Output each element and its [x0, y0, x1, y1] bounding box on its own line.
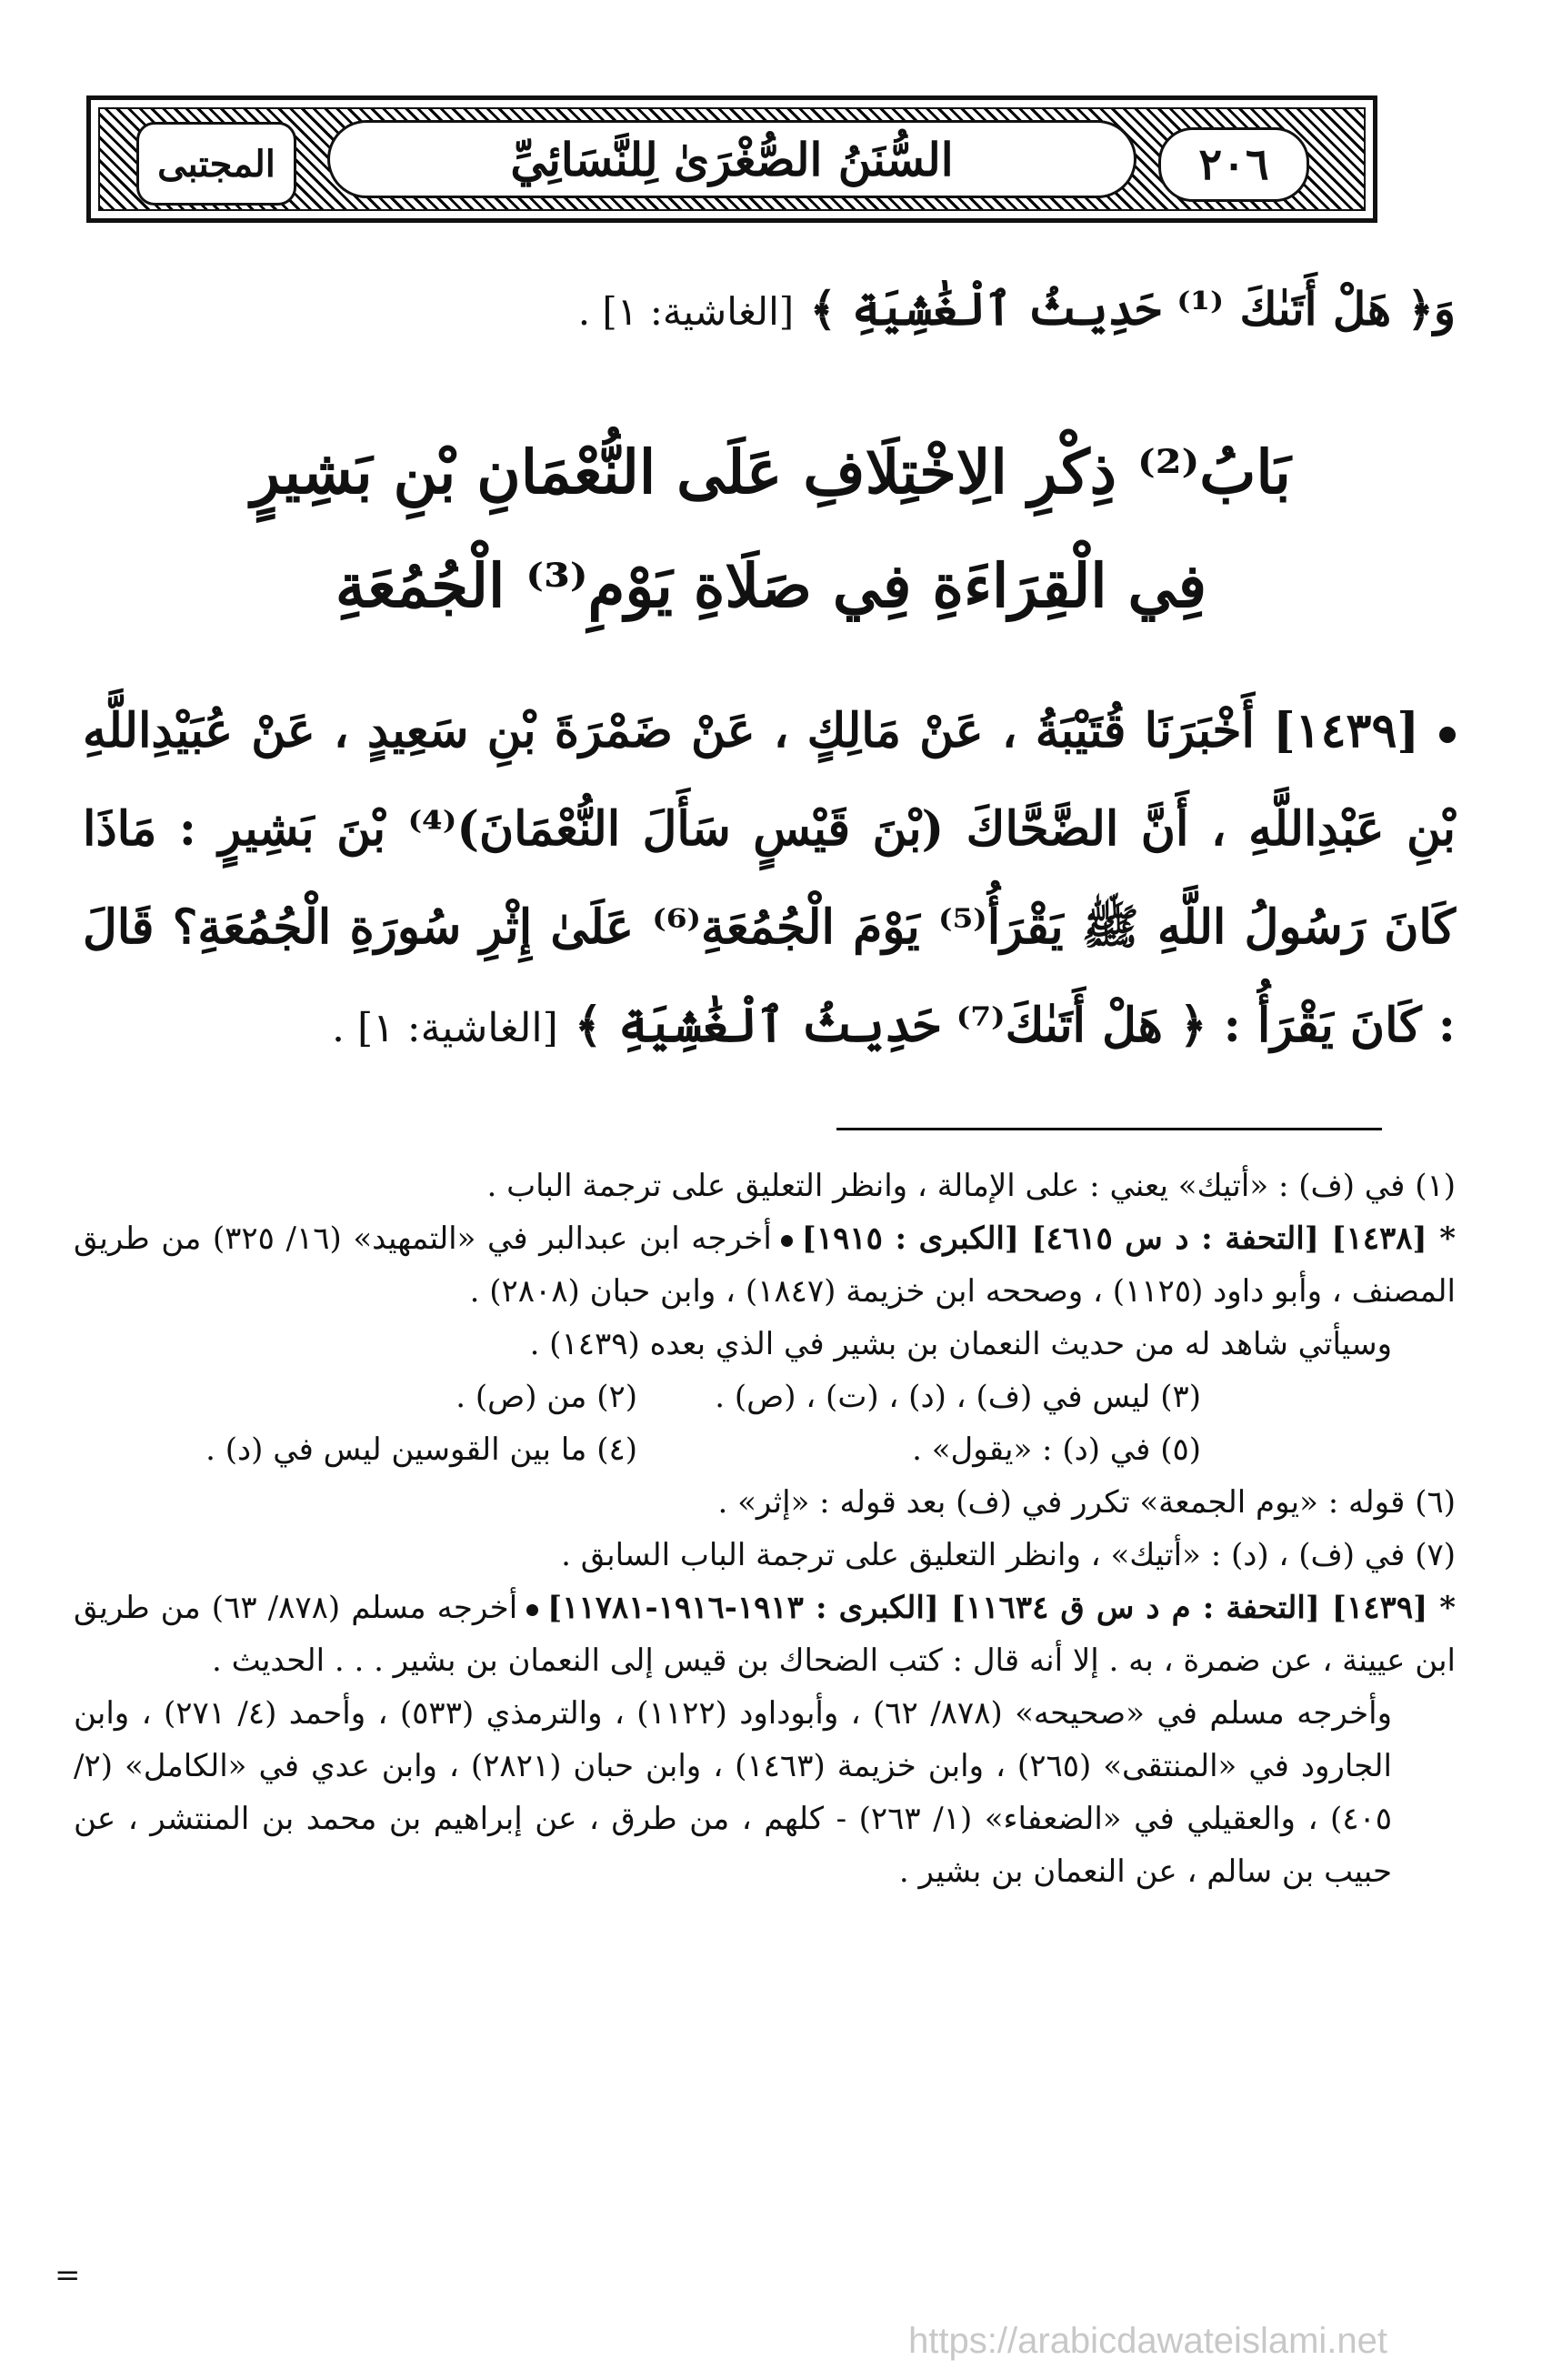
takhrij-1438: [74, 1212, 1456, 1318]
footnote-1: (١) في (ف) : «أتيك» يعني : على الإمالة ، وانظر التعليق على ترجمة الباب .: [486, 1168, 1456, 1204]
page-number: ٢٠٦: [1158, 127, 1309, 202]
footnote-6: (٦) قوله : «يوم الجمعة» تكرر في (ف) بعد قوله : «إثر» .: [717, 1484, 1456, 1521]
takhrij-1438-body: أخرجه ابن عبدالبر في «التمهيد» (١٦/ ٣٢٥) من طريق المصنف ، وأبو داود (١١٢٥) ، وصححه ابن خزيمة (١٨٤٧) ، وابن حبان (٢٨٠٨) .: [74, 1220, 1456, 1310]
book-title: السُّنَنُ الصُّغْرَىٰ لِلنَّسَائِيِّ: [510, 132, 954, 186]
footnote-7: (٧) في (ف) ، (د) : «أتيك» ، وانظر التعليق على ترجمة الباب السابق .: [561, 1537, 1456, 1573]
bullet-dot-icon: [526, 1604, 538, 1616]
intro-verse-line: [92, 273, 1456, 348]
footnote-row-4-5: [74, 1423, 1456, 1476]
takhrij-1439-body: أخرجه مسلم (٨٧٨/ ٦٣) من طريق ابن عيينة ، عن ضمرة ، به . إلا أنه قال : كتب الضحاك بن قيس إلى النعمان بن بشير . . . الحديث .: [74, 1590, 1456, 1679]
bullet-dot-icon: [781, 1235, 793, 1247]
intro-verse-ref: [الغاشية: ١] .: [577, 289, 795, 334]
chapter-title-line-1: بَابُ⁽²⁾ ذِكْرِ الِاخْتِلَافِ عَلَى النُّعْمَانِ بْنِ بَشِيرٍ: [251, 437, 1291, 507]
hadith-verse-ref: [الغاشية: ١] .: [331, 1005, 558, 1051]
bullet-dot-icon: [1439, 727, 1456, 743]
header-ornament-band: [98, 107, 1366, 211]
footnote-3: (٣) ليس في (ف) ، (د) ، (ت) ، (ص) .: [715, 1379, 1201, 1415]
hadith-paragraph: [83, 682, 1456, 1078]
takhrij-1438-head: * [١٤٣٨] [التحفة : د س ٤٦١٥] [الكبرى : ١٩١٥]: [801, 1220, 1457, 1257]
margin-continuation-mark: =: [55, 2257, 81, 2294]
footnote-4: (٤) ما بين القوسين ليس في (د) .: [205, 1431, 637, 1468]
takhrij-1439-more: وأخرجه مسلم في «صحيحه» (٨٧٨/ ٦٢) ، وأبوداود (١١٢٢) ، والترمذي (٥٣٣) ، وأحمد (٤/ ٢٧١) ، وابن الجارود في «المنتقى» (٢٦٥) ، وابن خزيمة (١٤٦٣) ، وابن حبان (٢٨٢١) ، وابن عدي في «الكامل» (٢/ ٤٠٥) ، والعقيلي في «الضعفاء» (١/ ٢٦٣) - كلهم ، من طرق ، عن إبراهيم بن محمد بن المنتشر ، عن حبيب بن سالم ، عن النعمان بن بشير .: [74, 1695, 1393, 1890]
hadith-number: [١٤٣٩]: [1273, 703, 1419, 758]
logo-text: المجتبى: [157, 142, 275, 186]
footnote-row-2-3: [74, 1371, 1456, 1423]
site-watermark: https://arabicdawateislami.net: [908, 2321, 1387, 2361]
footnote-separator: [836, 1128, 1382, 1130]
footnotes-section: [74, 1160, 1456, 1898]
takhrij-1438-more: وسيأتي شاهد له من حديث النعمان بن بشير في الذي بعده (١٤٣٩) .: [529, 1326, 1392, 1362]
hadith-text: أَخْبَرَنَا قُتَيْبَةُ ، عَنْ مَالِكٍ ، عَنْ ضَمْرَةَ بْنِ سَعِيدٍ ، عَنْ عُبَيْدِاللَّهِ بْنِ عَبْدِاللَّهِ ، أَنَّ الضَّحَّاكَ (بْنَ قَيْسٍ سَأَلَ النُّعْمَانَ)⁽⁴⁾ بْنَ بَشِيرٍ : مَاذَا كَانَ رَسُولُ اللَّهِ ﷺ يَقْرَأُ⁽⁵⁾ يَوْمَ الْجُمُعَةِ⁽⁶⁾ عَلَىٰ إِثْرِ سُورَةِ الْجُمُعَةِ؟ قَالَ : كَانَ يَقْرَأُ : ﴿ هَلْ أَتَىٰكَ⁽⁷⁾ حَدِيثُ ٱلْغَٰشِيَةِ ﴾: [83, 703, 1457, 1053]
intro-verse-text: وَ﴿ هَلْ أَتَىٰكَ ⁽¹⁾ حَدِيثُ ٱلْغَٰشِيَةِ ﴾: [809, 282, 1456, 336]
chapter-title-line-2: فِي الْقِرَاءَةِ فِي صَلَاةِ يَوْمِ⁽³⁾ الْجُمُعَةِ: [335, 550, 1207, 621]
takhrij-1439-head: * [١٤٣٩] [التحفة : م د س ق ١١٦٣٤] [الكبرى : ١٩١٣-١٩١٦-١١٧٨١]: [547, 1590, 1457, 1626]
book-logo: [136, 122, 296, 206]
takhrij-1439: [74, 1582, 1456, 1687]
header-title-cartouche: [327, 120, 1136, 198]
page-header-frame: [86, 95, 1377, 223]
footnote-2: (٢) من (ص) .: [456, 1379, 637, 1415]
footnote-5: (٥) في (د) : «يقول» .: [912, 1431, 1201, 1468]
